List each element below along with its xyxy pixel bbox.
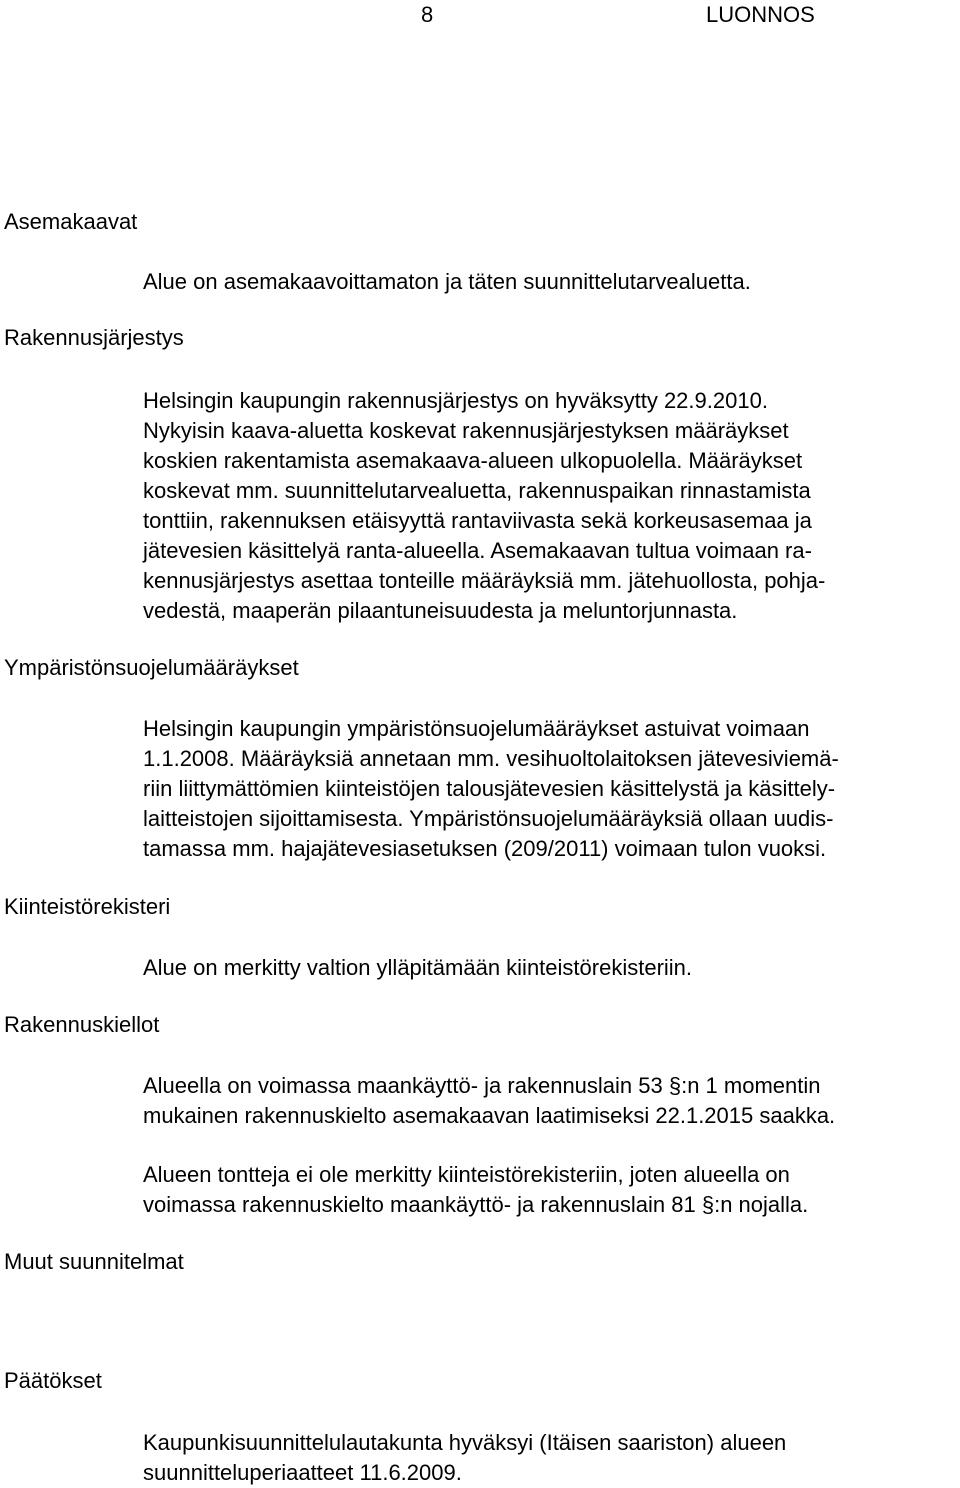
rakennusjarjestys-line: Helsingin kaupungin rakennusjärjestys on hyväksytty 22.9.2010. (143, 388, 768, 413)
rakennuskiellot-line: mukainen rakennuskielto asemakaavan laatimiseksi 22.1.2015 saakka. (143, 1103, 836, 1128)
paatokset-line: suunnitteluperiaatteet 11.6.2009. (143, 1460, 462, 1485)
rakennuskiellot-line: voimassa rakennuskielto maankäyttö- ja rakennuslain 81 §:n nojalla. (143, 1192, 809, 1217)
rakennusjarjestys-line: jätevesien käsittelyä ranta-alueella. Asemakaavan tultua voimaan ra- (143, 538, 812, 563)
kiinteistorekisteri-text: Alue on merkitty valtion ylläpitämään kiinteistörekisteriin. (143, 955, 693, 980)
rakennusjarjestys-line: vedestä, maaperän pilaantuneisuudesta ja meluntorjunnasta. (143, 598, 738, 623)
ymparisto-line: laitteistojen sijoittamisesta. Ympäristönsuojelumääräyksiä ollaan uudis- (143, 806, 834, 831)
paatokset-line: Kaupunkisuunnittelulautakunta hyväksyi (Itäisen saariston) alueen (143, 1430, 787, 1455)
heading-paatokset: Päätökset (4, 1368, 102, 1393)
asemakaavat-text: Alue on asemakaavoittamaton ja täten suunnittelutarvealuetta. (143, 269, 751, 294)
ymparisto-line: Helsingin kaupungin ympäristönsuojelumääräykset astuivat voimaan (143, 716, 810, 741)
rakennusjarjestys-line: koskevat mm. suunnittelutarvealuetta, rakennuspaikan rinnastamista (143, 478, 811, 503)
heading-rakennuskiellot: Rakennuskiellot (4, 1012, 160, 1037)
ymparisto-line: riin liittymättömien kiinteistöjen talousjätevesien käsittelystä ja käsittely- (143, 776, 836, 801)
page-number: 8 (421, 2, 434, 27)
heading-asemakaavat: Asemakaavat (4, 209, 138, 234)
rakennuskiellot-line: Alueen tontteja ei ole merkitty kiinteistörekisteriin, joten alueella on (143, 1162, 790, 1187)
heading-kiinteistorekisteri: Kiinteistörekisteri (4, 894, 171, 919)
rakennuskiellot-line: Alueella on voimassa maankäyttö- ja rakennuslain 53 §:n 1 momentin (143, 1073, 821, 1098)
heading-ymparistonsuojelumaaraykset: Ympäristönsuojelumääräykset (4, 655, 299, 680)
ymparisto-line: 1.1.2008. Määräyksiä annetaan mm. vesihuoltolaitoksen jätevesiviemä- (143, 746, 839, 771)
rakennusjarjestys-line: tonttiin, rakennuksen etäisyyttä rantaviivasta sekä korkeusasemaa ja (143, 508, 812, 533)
rakennusjarjestys-line: koskien rakentamista asemakaava-alueen ulkopuolella. Määräykset (143, 448, 803, 473)
rakennusjarjestys-line: Nykyisin kaava-aluetta koskevat rakennusjärjestyksen määräykset (143, 418, 789, 443)
document-status: LUONNOS (706, 2, 815, 27)
rakennusjarjestys-line: kennusjärjestys asettaa tonteille määräyksiä mm. jätehuollosta, pohja- (143, 568, 826, 593)
heading-muut-suunnitelmat: Muut suunnitelmat (4, 1249, 184, 1274)
heading-rakennusjarjestys: Rakennusjärjestys (4, 325, 184, 350)
ymparisto-line: tamassa mm. hajajätevesiasetuksen (209/2011) voimaan tulon vuoksi. (143, 836, 827, 861)
